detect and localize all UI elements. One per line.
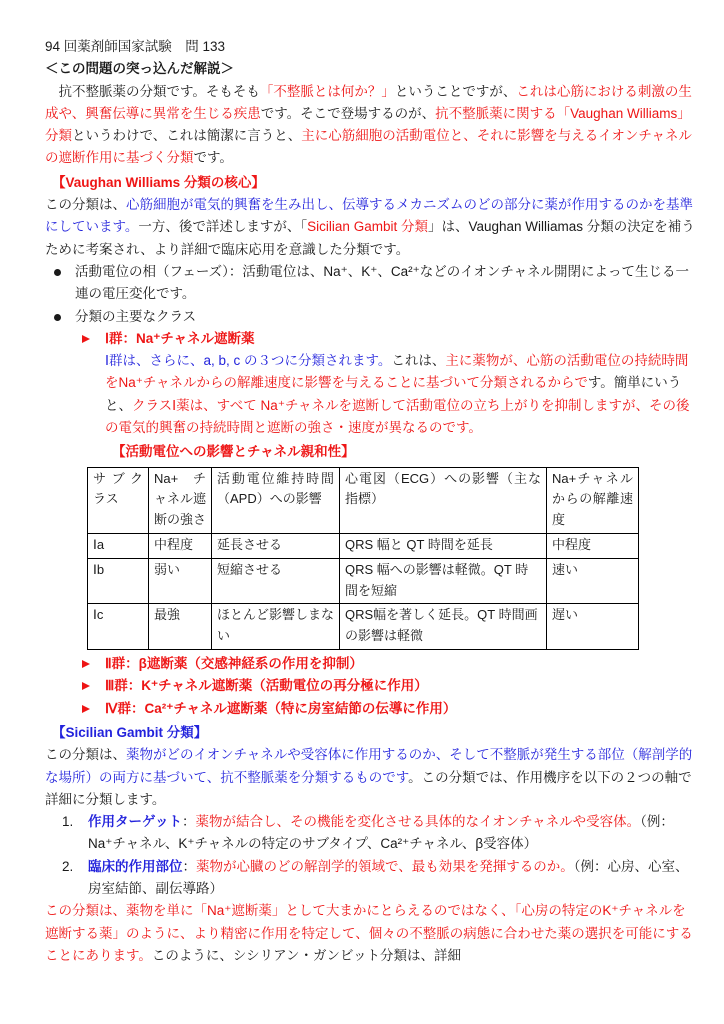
vaughan-williams-heading: [52, 172, 695, 194]
table-heading: [112, 441, 695, 463]
sicilian-gambit-paragraph: [45, 744, 695, 811]
text-segment: Ⅰ群：Na⁺チャネル遮断薬: [105, 330, 255, 346]
classification-table: [87, 467, 639, 650]
text-segment: 薬物が結合し、その機能を変化させる具体的なイオンチャネルや受容体。: [195, 814, 641, 830]
numbered-item-1: [45, 811, 695, 856]
text-segment: 。この分類では、作用機序を以下の２つの軸で詳細に分類します。: [45, 769, 692, 807]
table-cell: 中程度: [547, 534, 639, 559]
class-1-paragraph: [105, 350, 695, 439]
table-cell: 遅い: [547, 604, 639, 650]
text-segment: ということですが、: [394, 83, 517, 99]
doc-heading: [45, 58, 695, 80]
table-row: [88, 534, 639, 559]
text-segment: 【活動電位への影響とチャネル親和性】: [112, 444, 355, 460]
text-segment: これは心筋における刺激の生成や、興奮伝導に異常を生じる疾患: [45, 83, 692, 121]
table-cell: QRS 幅への影響は軽微。QT 時間を短縮: [340, 558, 547, 604]
table-header-cell: 活動電位維持時間（APD）への影響: [212, 467, 340, 533]
text-segment: 分類の主要なクラス: [75, 308, 197, 324]
text-segment: す。簡単にいうと、: [105, 375, 682, 413]
text-segment: ：: [182, 858, 196, 874]
text-segment: 薬物が心臓のどの解剖学的領域で、最も効果を発揮するのか。: [196, 858, 574, 874]
table-cell: Ⅰb: [88, 558, 149, 604]
text-segment: 「不整脈とは何か？」: [259, 83, 395, 99]
table-row: [88, 604, 639, 650]
closing-paragraph: [45, 900, 695, 967]
text-segment: 【Sicilian Gambit 分類】: [52, 724, 208, 740]
text-segment: 主に薬物が、心筋の活動電位の持続時間をNa⁺チャネルからの解離速度に影響を与えることに基づいて分類されるからで: [105, 353, 689, 391]
table-cell: 速い: [547, 558, 639, 604]
bullet-action-potential-phase: [45, 261, 695, 306]
text-segment: 活動電位の相（フェーズ）：活動電位は、Na⁺、K⁺、Ca²⁺などのイオンチャネル開閉によって生じる一連の電圧変化です。: [75, 263, 689, 302]
text-segment: 94 回薬剤師国家試験 問 133: [45, 39, 226, 54]
text-segment: クラスⅠ薬は、すべて Na⁺チャネルを遮断して活動電位の立ち上がりを抑制しますが、その後の電気的興奮の持続時間と遮断の強さ・速度が異なるのです。: [105, 397, 690, 436]
arrow-class-1: [45, 328, 695, 350]
text-segment: Ⅱ群：β遮断薬（交感神経系の作用を抑制）: [105, 656, 363, 672]
bullet-icon: [54, 314, 61, 321]
text-segment: です。: [193, 150, 233, 166]
text-segment: です。そこで登場するのが、: [260, 105, 436, 121]
arrow-class-2: [45, 653, 695, 675]
table-cell: 弱い: [149, 558, 212, 604]
arrow-class-3: [45, 675, 695, 697]
table-cell: 中程度: [149, 534, 212, 559]
arrow-class-4: [45, 698, 695, 720]
text-segment: 一方、後で詳述しますが、「: [138, 219, 308, 235]
text-segment: ：: [181, 814, 196, 830]
table-cell: QRS 幅と QT 時間を延長: [340, 534, 547, 559]
text-segment: 心筋細胞が電気的興奮を生み出し、伝導するメカニズムのどの部分に薬が作用するのかを基準にしています。: [45, 197, 693, 235]
text-segment: 臨床的作用部位: [88, 858, 183, 874]
table-cell: 延長させる: [212, 534, 340, 559]
table-cell: 短縮させる: [212, 558, 340, 604]
list-number: 1.: [62, 814, 74, 830]
table-header-cell: サブクラス: [88, 467, 149, 533]
table-header-cell: 心電図（ECG）への影響（主な指標）: [340, 467, 547, 533]
text-segment: （例：心房、心室、房室結節、副伝導路）: [88, 858, 689, 896]
text-segment: この分類は、: [45, 747, 126, 763]
text-segment: 主に心筋細胞の活動電位と、それに影響を与えるイオンチャネルの遮断作用に基づく分類: [45, 128, 692, 166]
table-header-row: [88, 467, 639, 533]
arrow-bullet-icon: [82, 682, 90, 690]
vaughan-williams-paragraph: [45, 194, 695, 261]
text-segment: Ⅲ群：K⁺チャネル遮断薬（活動電位の再分極に作用）: [105, 678, 428, 694]
sicilian-gambit-heading: [52, 722, 695, 744]
arrow-bullet-icon: [82, 335, 90, 343]
intro-paragraph: [45, 81, 695, 170]
text-segment: Ⅰ群は、さらに、a, b, c の３つに分類されます。: [105, 353, 392, 369]
text-segment: 薬物がどのイオンチャネルや受容体に作用するのか、そして不整脈が発生する部位（解剖学的な場所）の両方に基づいて、抗不整脈薬を分類するものです: [45, 747, 693, 785]
table-cell: Ⅰa: [88, 534, 149, 559]
text-segment: このように、シシリアン・ガンビット分類は、詳細: [151, 947, 462, 963]
text-segment: ＜この問題の突っ込んだ解説＞: [45, 61, 234, 77]
text-segment: 」は、Vaughan Williamas 分類の決定を補うために考案され、より詳細で臨床応用を意識した分類です。: [45, 219, 695, 257]
text-segment: 作用ターゲット: [88, 814, 182, 830]
document-content: [45, 36, 695, 967]
text-segment: 抗不整脈薬に関する「Vaughan Williams」分類: [45, 105, 691, 144]
list-number: 2.: [62, 858, 74, 874]
text-segment: というわけで、これは簡潔に言うと、: [72, 128, 302, 144]
text-segment: （例：Na⁺チャネル、K⁺チャネルの特定のサブタイプ、Ca²⁺チャネル、β受容体）: [88, 814, 674, 852]
table-header-cell: Na+ チャネル遮断の強さ: [149, 467, 212, 533]
table-cell: QRS幅を著しく延長。QT 時間画の影響は軽微: [340, 604, 547, 650]
table-cell: Ⅰc: [88, 604, 149, 650]
text-segment: Ⅳ群：Ca²⁺チャネル遮断薬（特に房室結節の伝導に作用）: [105, 700, 457, 716]
text-segment: この分類は、薬物を単に「Na⁺遮断薬」として大まかにとらえるのではなく、「心房の特定のK⁺チャネルを遮断する薬」のように、より精密に作用を特定して、個々の不整脈の病態に合わせた薬の選択を可能にすることにあります。: [45, 903, 693, 963]
text-segment: Sicilian Gambit 分類: [307, 219, 428, 235]
text-segment: これは、: [391, 353, 446, 369]
arrow-bullet-icon: [82, 660, 90, 668]
text-segment: 【Vaughan Williams 分類の核心】: [52, 174, 265, 190]
table-row: [88, 558, 639, 604]
arrow-bullet-icon: [82, 705, 90, 713]
numbered-item-2: [45, 856, 695, 901]
table-cell: 最強: [149, 604, 212, 650]
text-segment: 抗不整脈薬の分類です。そもそも: [45, 83, 260, 99]
table-cell: ほとんど影響しまない: [212, 604, 340, 650]
doc-number-line: [45, 36, 695, 58]
bullet-icon: [54, 269, 61, 276]
bullet-main-classes: [45, 306, 695, 328]
table-header-cell: Na+チャネルからの解離速度: [547, 467, 639, 533]
text-segment: この分類は、: [45, 197, 126, 213]
